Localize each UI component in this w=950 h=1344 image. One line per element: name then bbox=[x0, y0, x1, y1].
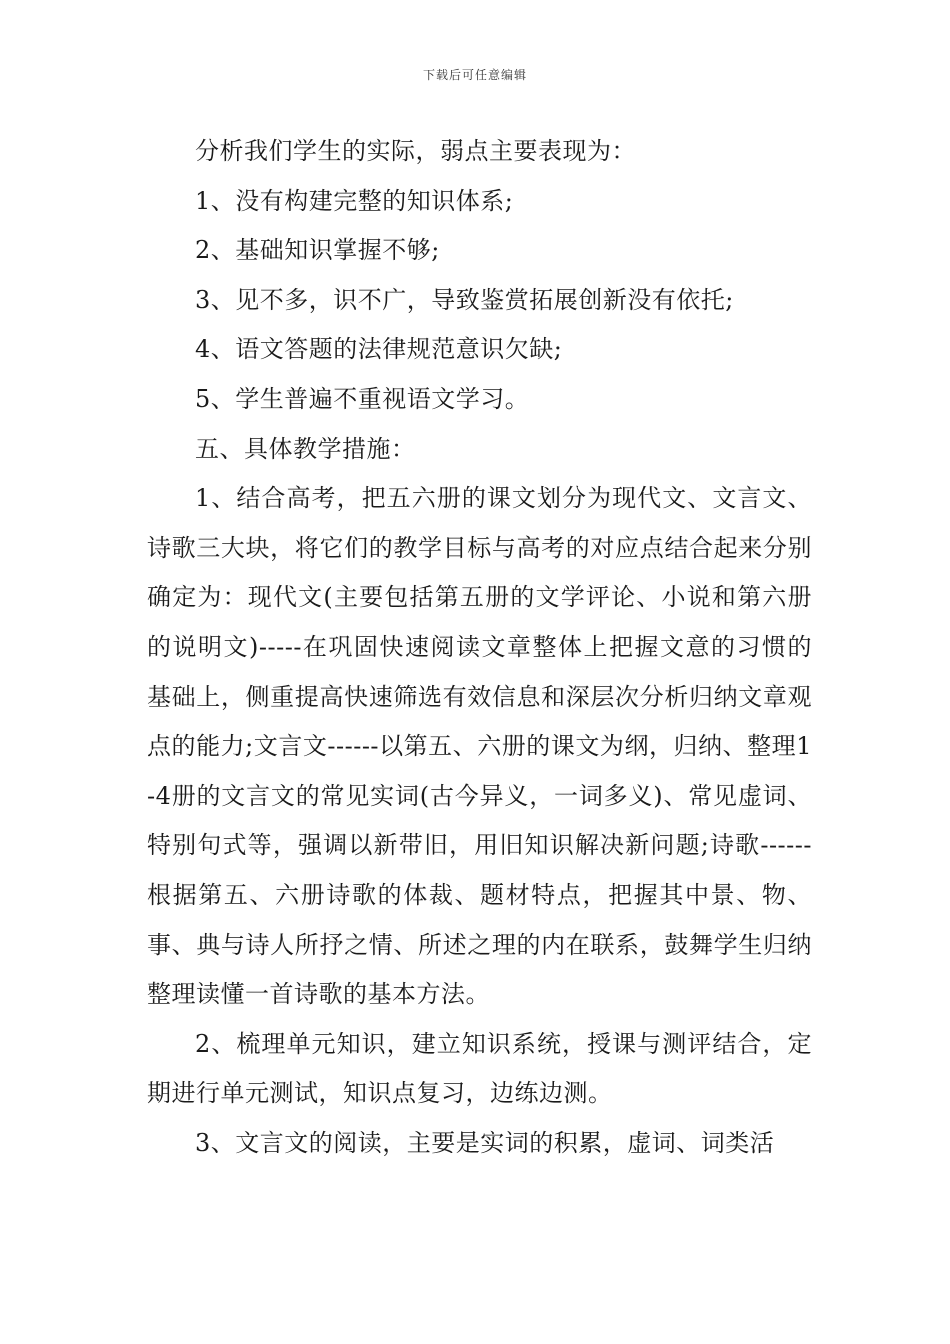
document-body bbox=[147, 127, 812, 1168]
paragraph-weakness-3: 3、见不多，识不广，导致鉴赏拓展创新没有依托; bbox=[195, 285, 734, 314]
paragraph-weakness-1: 1、没有构建完整的知识体系; bbox=[195, 186, 514, 215]
paragraph-weakness-intro: 分析我们学生的实际，弱点主要表现为： bbox=[195, 137, 636, 165]
paragraph-measure-3: 3、文言文的阅读，主要是实词的积累，虚词、词类活 bbox=[195, 1128, 775, 1157]
paragraph-measure-2: 2、梳理单元知识，建立知识系统，授课与测评结合，定期进行单元测试，知识点复习，边练边测。 bbox=[147, 1029, 812, 1108]
paragraph-measure-1: 1、结合高考，把五六册的课文划分为现代文、文言文、诗歌三大块，将它们的教学目标与高考的对应点结合起来分别确定为：现代文(主要包括第五册的文学评论、小说和第六册的说明文)-----在巩固快速阅读文章整体上把握文意的习惯的基础上，侧重提高快速筛选有效信息和深层次分析归纳文章观点的能力;文言文------以第五、六册的课文为纲，归纳、整理1-4册的文言文的常见实词(古今异义，一词多义)、常见虚词、特别句式等，强调以新带旧，用旧知识解决新问题;诗歌------根据第五、六册诗歌的体裁、题材特点，把握其中景、物、事、典与诗人所抒之情、所述之理的内在联系，鼓舞学生归纳整理读懂一首诗歌的基本方法。 bbox=[147, 484, 812, 1009]
paragraph-weakness-4: 4、语文答题的法律规范意识欠缺; bbox=[195, 335, 563, 364]
paragraph-weakness-2: 2、基础知识掌握不够; bbox=[195, 236, 440, 265]
section-heading-teaching-measures: 五、具体教学措施： bbox=[195, 434, 416, 463]
paragraph-weakness-5: 5、学生普遍不重视语文学习。 bbox=[195, 384, 530, 413]
page-header-note: 下载后可任意编辑 bbox=[422, 68, 527, 82]
